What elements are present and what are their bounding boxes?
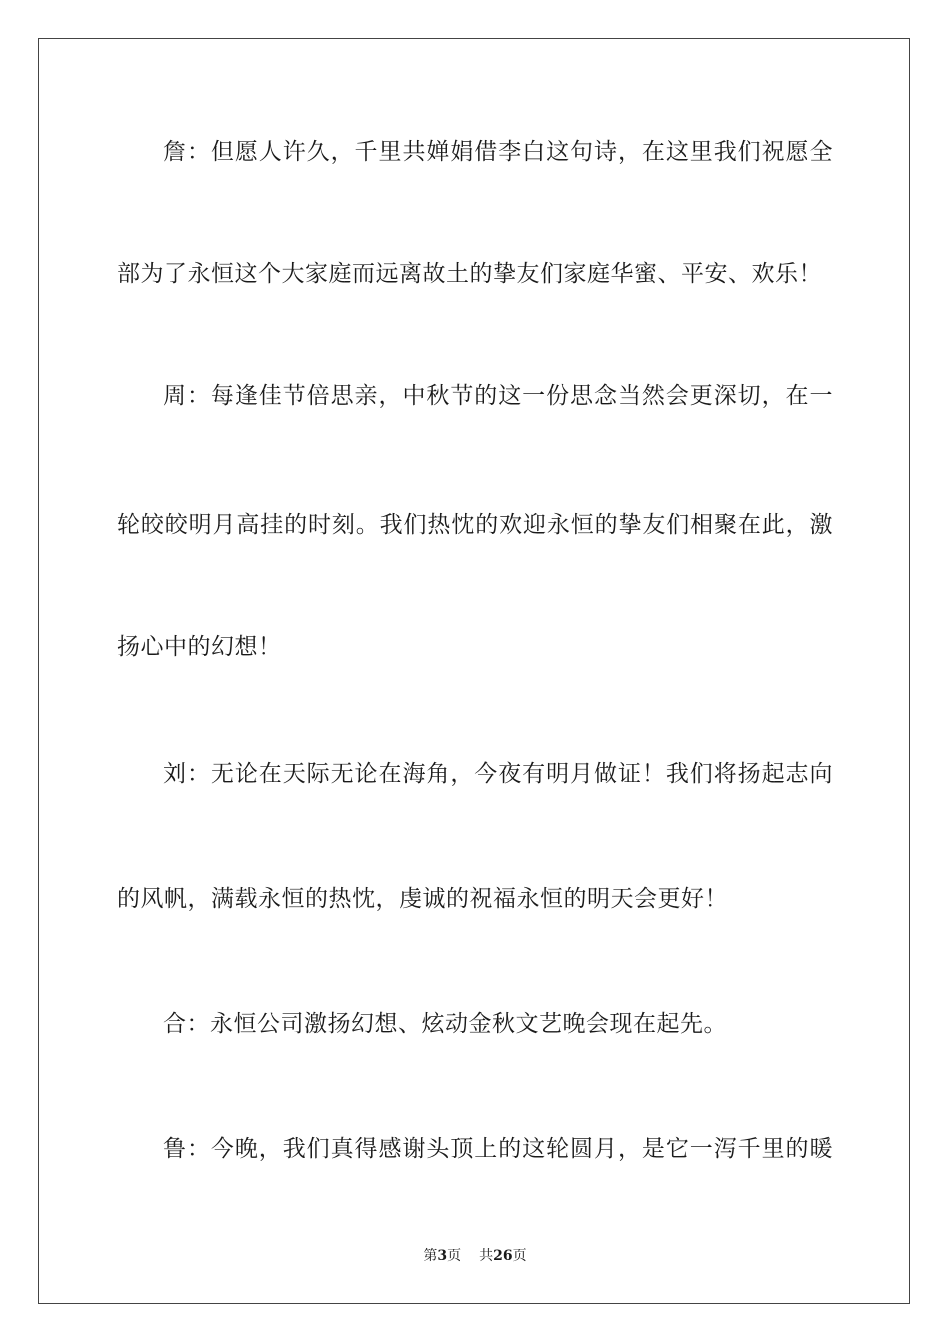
page-footer: [0, 1247, 950, 1265]
page-border: [38, 38, 910, 1304]
paragraph-line: 刘：无论在天际无论在海角，今夜有明月做证！我们将扬起志向: [163, 761, 833, 787]
paragraph-line: 扬心中的幻想！: [117, 634, 282, 660]
paragraph-line: 周：每逢佳节倍思亲，中秋节的这一份思念当然会更深切，在一: [163, 383, 833, 409]
paragraph-line: 的风帆，满载永恒的热忱，虔诚的祝福永恒的明天会更好！: [117, 886, 728, 912]
paragraph-line: 詹：但愿人许久，千里共婵娟借李白这句诗，在这里我们祝愿全: [163, 139, 833, 165]
paragraph-line: 轮皎皎明月高挂的时刻。我们热忱的欢迎永恒的挚友们相聚在此，激: [117, 512, 833, 538]
footer-total-suffix: 页: [512, 1248, 527, 1264]
footer-page-suffix: 页: [447, 1248, 462, 1264]
footer-page-number: 3: [437, 1248, 448, 1264]
footer-total-pages: 26: [493, 1248, 513, 1264]
paragraph-line: 鲁：今晚，我们真得感谢头顶上的这轮圆月，是它一泻千里的暖: [163, 1136, 833, 1162]
paragraph-line: 部为了永恒这个大家庭而远离故土的挚友们家庭华蜜、平安、欢乐！: [117, 261, 822, 287]
footer-total-prefix: 共: [479, 1248, 494, 1264]
paragraph-line: 合：永恒公司激扬幻想、炫动金秋文艺晚会现在起先。: [163, 1011, 727, 1037]
footer-page-prefix: 第: [423, 1248, 438, 1264]
